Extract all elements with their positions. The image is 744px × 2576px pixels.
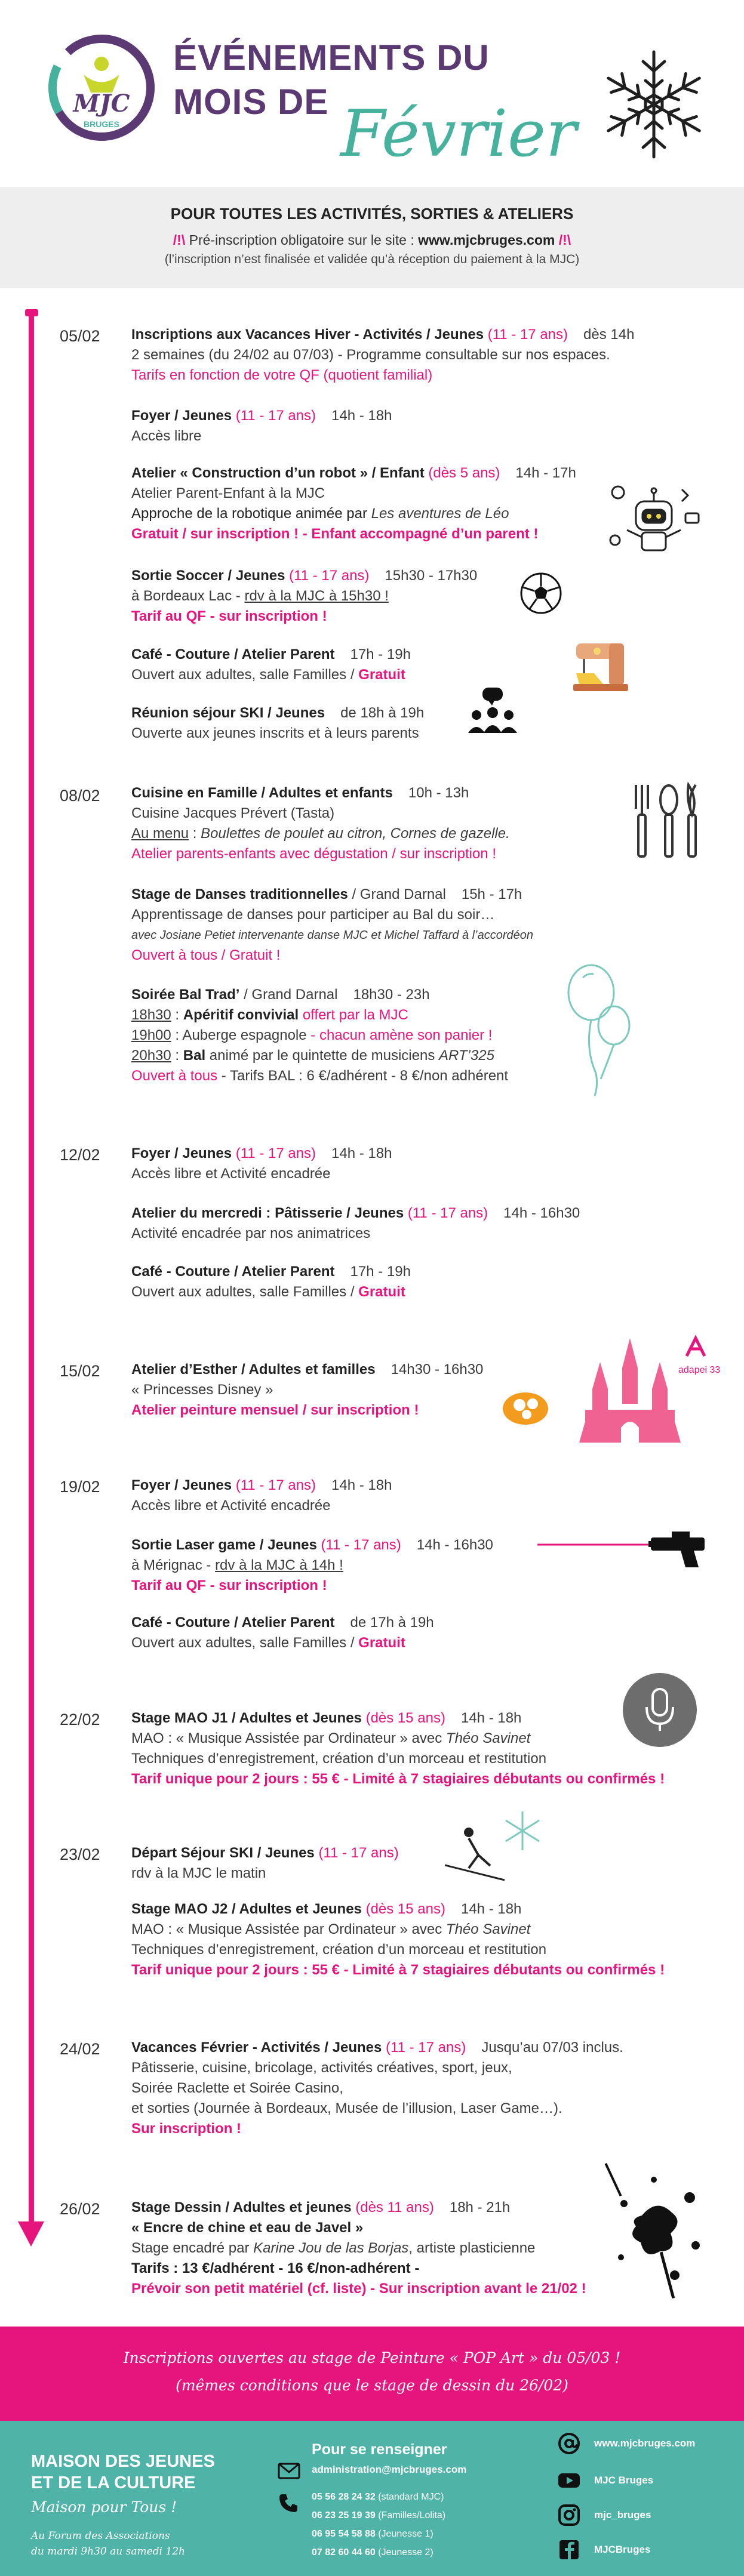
phone-icon	[278, 2492, 299, 2514]
band-preinscription-line	[0, 232, 744, 248]
event-age: (dès 11 ans)	[355, 2199, 434, 2216]
footer-slogan: Maison pour Tous !	[31, 2498, 177, 2516]
event-sep: :	[171, 1007, 183, 1023]
event-desc2: Soirée Raclette et Soirée Casino,	[131, 2080, 343, 2096]
event-desc: Atelier Parent-Enfant à la MJC	[131, 485, 325, 501]
event-age: (11 - 17 ans)	[321, 1537, 401, 1553]
title-line1: ÉVÉNEMENTS DU	[173, 38, 490, 78]
event-public: / Jeunes	[253, 1845, 319, 1861]
footer-website[interactable]: www.mjcbruges.com	[594, 2438, 696, 2449]
event-time: 14h - 18h	[331, 408, 392, 424]
instagram-icon	[557, 2503, 581, 2527]
date-1902: 19/02	[60, 1478, 100, 1496]
event-age: (dès 15 ans)	[365, 1901, 445, 1917]
event-stage-mao-j1	[131, 1708, 705, 1789]
date-2302: 23/02	[60, 1845, 100, 1863]
event-place: Cuisine Jacques Prévert (Tasta)	[131, 805, 335, 821]
event-public: / Jeunes	[320, 2039, 386, 2056]
event-age: (dès 15 ans)	[365, 1710, 445, 1726]
footer	[0, 2421, 744, 2576]
event-title: Cuisine en Famille	[131, 785, 257, 801]
date-2602: 26/02	[60, 2200, 100, 2218]
event-bal: Bal	[183, 1047, 206, 1064]
event-price: Tarif unique pour 2 jours : 55 € - Limité à 7 stagiaires débutants ou confirmés !	[131, 1962, 665, 1978]
event-auberge: : Auberge espagnole	[171, 1027, 307, 1043]
event-open: Ouvert à tous	[131, 1068, 218, 1084]
footer-name-line1: MAISON DES JEUNES	[31, 2452, 215, 2471]
date-0502: 05/02	[60, 327, 100, 345]
event-desc: Pâtisserie, cuisine, bricolage, activités créatives, sport, jeux,	[131, 2060, 512, 2076]
event-public: / Jeunes	[223, 568, 290, 584]
event-menu: Boulettes de poulet au citron, Cornes de gazelle.	[201, 825, 510, 842]
event-age: (11 - 17 ans)	[407, 1205, 488, 1221]
event-desc: Ouvert aux adultes, salle Familles /	[131, 1284, 359, 1300]
event-public: / Jeunes	[170, 1145, 236, 1161]
phone-4-label: (Jeunesse 2)	[375, 2547, 434, 2557]
event-animator: Théo Savinet	[445, 1730, 531, 1746]
event-age: (11 - 17 ans)	[386, 2039, 466, 2056]
event-rdv: rdv à la MJC à 14h !	[215, 1557, 343, 1573]
event-title: Café - Couture	[131, 1264, 230, 1280]
phone-3-label: (Jeunesse 1)	[375, 2529, 434, 2539]
mjc-logo	[42, 33, 161, 143]
event-rdv: rdv à la MJC à 15h30 !	[244, 588, 389, 604]
event-title: Sortie Laser game	[131, 1537, 256, 1553]
event-price: Ouvert à tous / Gratuit !	[131, 947, 281, 963]
event-desc2: Techniques d’enregistrement, création d’un morceau et restitution	[131, 1942, 547, 1958]
footer-address	[31, 2528, 185, 2559]
event-public: / Jeunes	[342, 1205, 408, 1221]
event-foyer-0502	[131, 406, 705, 446]
warning-icon-right: /!\	[558, 232, 571, 248]
event-auberge-note: - chacun amène son panier !	[306, 1027, 493, 1043]
event-title: Sortie Soccer	[131, 568, 224, 584]
header	[0, 0, 744, 179]
event-aperitif-note: offert par la MJC	[299, 1007, 408, 1023]
event-desc: Accès libre et Activité encadrée	[131, 1166, 331, 1182]
phone-4-number: 07 82 60 44 60	[312, 2547, 376, 2557]
event-desc: rdv à la MJC le matin	[131, 1865, 266, 1881]
footer-youtube[interactable]: MJC Bruges	[594, 2475, 654, 2486]
registration-info-band	[0, 187, 744, 288]
event-time: 14h - 18h	[331, 1145, 392, 1161]
event-desc: 2 semaines (du 24/02 au 07/03) - Programme consultable sur nos espaces.	[131, 347, 610, 363]
logo-subtext: BRUGES	[84, 119, 119, 129]
event-band-name: ART’325	[439, 1047, 494, 1064]
event-desc: Ouverte aux jeunes inscrits et à leurs parents	[131, 725, 419, 741]
event-desc: « Princesses Disney »	[131, 1382, 273, 1398]
event-time: 14h - 18h	[460, 1710, 522, 1726]
event-age: (11 - 17 ans)	[487, 326, 568, 343]
event-price: - Tarifs BAL : 6 €/adhérent - 8 €/non adhérent	[217, 1068, 509, 1084]
event-desc2: Techniques d’enregistrement, création d’un morceau et restitution	[131, 1751, 547, 1767]
event-time: 15h30 - 17h30	[385, 568, 478, 584]
event-bal-desc: animé par le quintette de musiciens	[205, 1047, 439, 1064]
event-stage-danses	[131, 885, 705, 966]
balloons-icon	[561, 960, 633, 1097]
event-age: (11 - 17 ans)	[235, 1145, 316, 1161]
footer-email[interactable]: administration@mjcbruges.com	[312, 2464, 467, 2475]
event-public: / Jeunes	[170, 408, 236, 424]
event-age: (11 - 17 ans)	[235, 1477, 316, 1493]
event-time-1: 18h30	[131, 1007, 171, 1023]
event-aperitif: Apéritif convivial	[183, 1007, 299, 1023]
warning-icon-left: /!\	[173, 232, 186, 248]
event-time: 17h - 19h	[350, 1264, 411, 1280]
footer-addr-line1: Au Forum des Associations	[31, 2530, 170, 2542]
phone-2-label: (Familles/Lolita)	[375, 2510, 446, 2520]
event-time: 14h - 18h	[460, 1901, 522, 1917]
event-title: Stage de Danses traditionnelles	[131, 886, 348, 902]
phone-2-number: 06 23 25 19 39	[312, 2510, 376, 2520]
event-desc: Accès libre et Activité encadrée	[131, 1497, 331, 1514]
event-public: / Atelier Parent	[230, 1614, 335, 1631]
date-1502: 15/02	[60, 1362, 100, 1380]
event-cafe-couture-1202	[131, 1262, 705, 1302]
laser-gun-icon	[537, 1527, 714, 1569]
event-time: de 18h à 19h	[340, 705, 425, 721]
event-title: Atelier « Construction d’un robot »	[131, 465, 368, 481]
castle-icon	[573, 1332, 687, 1446]
event-animator: Théo Savinet	[445, 1921, 531, 1937]
event-inscriptions-vacances	[131, 325, 705, 386]
event-sep: :	[171, 1047, 183, 1064]
date-1202: 12/02	[60, 1146, 100, 1164]
event-price: Gratuit	[358, 667, 405, 683]
event-public: / Jeunes	[422, 326, 488, 343]
kitchen-utensils-icon	[624, 779, 708, 862]
event-price: Gratuit	[358, 1284, 405, 1300]
event-price: Atelier parents-enfants avec dégustation / sur inscription !	[131, 846, 496, 862]
event-time: 15h - 17h	[461, 886, 522, 902]
event-title: Café - Couture	[131, 646, 230, 663]
adapei-text: adapei 33	[678, 1365, 721, 1375]
event-title: Café - Couture	[131, 1614, 230, 1631]
event-title: Départ Séjour SKI	[131, 1845, 254, 1861]
footer-phones	[312, 2488, 445, 2562]
phone-3-number: 06 95 54 58 88	[312, 2529, 376, 2539]
phone-1-number: 05 56 28 24 32	[312, 2492, 376, 2502]
event-title: Atelier d’Esther	[131, 1361, 238, 1378]
event-stage-mao-j2	[131, 1899, 705, 1980]
event-foyer-1202	[131, 1144, 705, 1184]
month-title: Février	[340, 97, 577, 171]
event-desc: Stage encadré par	[131, 2240, 254, 2256]
timeline-arrow-icon	[18, 2221, 44, 2247]
envelope-icon	[278, 2463, 300, 2479]
event-desc: Ouvert aux adultes, salle Familles /	[131, 1635, 359, 1651]
event-public: / Jeunes	[170, 1477, 236, 1493]
event-public: / Adultes et familles	[237, 1361, 376, 1378]
event-age: (11 - 17 ans)	[235, 408, 316, 424]
pop-art-banner	[0, 2327, 744, 2421]
event-time: 14h - 18h	[331, 1477, 392, 1493]
footer-info-title: Pour se renseigner	[312, 2441, 447, 2458]
phone-1-label: (standard MJC)	[375, 2492, 444, 2502]
footer-org-name	[31, 2451, 215, 2494]
event-time: Jusqu’au 07/03 inclus.	[481, 2039, 623, 2056]
event-place: à Mérignac -	[131, 1557, 216, 1573]
footer-instagram[interactable]: mjc_bruges	[594, 2509, 651, 2520]
event-public: / Adultes et jeunes	[221, 2199, 356, 2216]
event-time: 14h - 17h	[515, 465, 576, 481]
event-place: / Grand Darnal	[348, 886, 446, 902]
logo-text: MJC	[73, 90, 130, 118]
event-time: 18h30 - 23h	[353, 987, 430, 1003]
event-public: / Adultes et Jeunes	[227, 1710, 366, 1726]
event-vacances-fevrier	[131, 2038, 705, 2139]
sewing-machine-icon	[567, 631, 633, 697]
date-0802: 08/02	[60, 787, 100, 805]
event-title: Réunion séjour SKI	[131, 705, 264, 721]
band-line-text: Pré-inscription obligatoire sur le site :	[189, 232, 414, 248]
event-animators: avec Josiane Petiet intervenante danse MJC et Michel Taffard à l’accordéon	[131, 929, 533, 942]
footer-name-line2: ET DE LA CULTURE	[31, 2473, 196, 2492]
band-note: (l’inscription n’est finalisée et validée qu’à réception du paiement à la MJC)	[164, 252, 580, 266]
event-price: Tarifs : 13 €/adhérent - 16 €/non-adhérent -	[131, 2260, 420, 2276]
event-atelier-patisserie	[131, 1203, 705, 1244]
event-time-3: 20h30	[131, 1047, 171, 1064]
esther-logo	[502, 1391, 549, 1426]
phone-4[interactable]	[312, 2543, 445, 2562]
event-menu-sep: :	[189, 825, 201, 842]
at-sign-icon	[557, 2432, 581, 2455]
banner-line2: (mêmes conditions que le stage de dessin du 26/02)	[176, 2377, 568, 2394]
event-title: Soirée Bal Trad’	[131, 987, 240, 1003]
event-time: dès 14h	[583, 326, 635, 343]
adapei-logo	[678, 1332, 721, 1376]
event-public: / Jeunes	[263, 705, 325, 721]
event-desc: Ouvert aux adultes, salle Familles /	[131, 667, 359, 683]
event-cafe-couture-1902	[131, 1613, 705, 1653]
phone-3[interactable]	[312, 2525, 445, 2543]
event-title: Atelier du mercredi : Pâtisserie	[131, 1205, 343, 1221]
event-animator: Les aventures de Léo	[371, 506, 509, 522]
title-line2: MOIS DE	[173, 82, 329, 122]
event-time: 14h - 16h30	[503, 1205, 580, 1221]
event-desc: Accès libre	[131, 428, 202, 444]
event-desc: Apprentissage de danses pour participer au Bal du soir…	[131, 907, 495, 923]
event-title: Vacances Février - Activités	[131, 2039, 321, 2056]
event-depart-ski	[131, 1843, 705, 1884]
event-time: 14h30 - 16h30	[391, 1361, 484, 1378]
event-time: 10h - 13h	[408, 785, 469, 801]
event-animator-role: , artiste plasticienne	[408, 2240, 536, 2256]
microphone-icon	[621, 1671, 699, 1749]
event-foyer-1902	[131, 1475, 705, 1516]
event-cuisine-famille	[131, 783, 705, 864]
event-public: / Adultes et Jeunes	[227, 1901, 366, 1917]
event-title: Foyer	[131, 408, 171, 424]
event-price: Tarif au QF - sur inscription !	[131, 1577, 327, 1594]
event-age: (11 - 17 ans)	[318, 1845, 399, 1861]
event-desc2: Approche de la robotique animée par	[131, 506, 371, 522]
footer-addr-line2: du mardi 9h30 au samedi 12h	[31, 2546, 185, 2557]
event-animator: Karine Jou de las Borjas	[253, 2240, 409, 2256]
event-time: 14h - 16h30	[416, 1537, 493, 1553]
date-2202: 22/02	[60, 1711, 100, 1728]
event-public: / Enfant	[368, 465, 429, 481]
band-title: POUR TOUTES LES ACTIVITÉS, SORTIES & ATELIERS	[170, 205, 574, 223]
event-note: Prévoir son petit matériel (cf. liste) - Sur inscription avant le 21/02 !	[131, 2281, 586, 2297]
phone-1[interactable]	[312, 2488, 445, 2506]
ink-splatter-icon	[600, 2156, 714, 2305]
event-sortie-soccer	[131, 566, 705, 627]
banner-line1: Inscriptions ouvertes au stage de Peinture « POP Art » du 05/03 !	[123, 2349, 621, 2367]
event-title: Stage MAO J2	[131, 1901, 228, 1917]
youtube-icon	[557, 2469, 581, 2492]
event-public: / Adultes et enfants	[257, 785, 393, 801]
event-title: Foyer	[131, 1477, 171, 1493]
event-public: / Atelier Parent	[230, 1264, 335, 1280]
event-price: Gratuit / sur inscription ! - Enfant accompagné d’un parent !	[131, 526, 539, 542]
event-price: Gratuit	[358, 1635, 405, 1651]
event-public: / Atelier Parent	[230, 646, 335, 663]
event-desc: Activité encadrée par nos animatrices	[131, 1225, 371, 1241]
facebook-icon	[557, 2538, 581, 2562]
event-place: / Grand Darnal	[239, 987, 338, 1003]
event-price: Sur inscription !	[131, 2121, 242, 2137]
event-title: Foyer	[131, 1145, 171, 1161]
event-title: Stage MAO J1	[131, 1710, 228, 1726]
event-menu-label: Au menu	[131, 825, 189, 842]
event-desc: MAO : « Musique Assistée par Ordinateur » avec	[131, 1921, 446, 1937]
robot-icon	[603, 477, 705, 567]
event-desc: MAO : « Musique Assistée par Ordinateur » avec	[131, 1730, 446, 1746]
event-time: 18h - 21h	[449, 2199, 511, 2216]
event-price: Tarifs en fonction de votre QF (quotient familial)	[131, 367, 433, 383]
adapei-icon	[681, 1332, 711, 1362]
timeline-line	[29, 315, 34, 2225]
event-time-2: 19h00	[131, 1027, 171, 1043]
event-age: (11 - 17 ans)	[289, 568, 370, 584]
site-link[interactable]: www.mjcbruges.com	[418, 232, 555, 248]
snowflake-icon	[594, 45, 714, 164]
meeting-people-icon	[466, 686, 519, 734]
footer-facebook[interactable]: MJCBruges	[594, 2544, 651, 2555]
event-price: Tarif unique pour 2 jours : 55 € - Limité à 7 stagiaires débutants ou confirmés !	[131, 1771, 665, 1787]
event-public: / Jeunes	[256, 1537, 321, 1553]
event-title: Inscriptions aux Vacances Hiver - Activités	[131, 326, 423, 343]
event-price: Atelier peinture mensuel / sur inscription !	[131, 1402, 419, 1418]
event-place: à Bordeaux Lac -	[131, 588, 245, 604]
date-2402: 24/02	[60, 2040, 100, 2058]
event-desc3: et sorties (Journée à Bordeaux, Musée de l’illusion, Laser Game…).	[131, 2100, 562, 2116]
event-title: Stage Dessin	[131, 2199, 222, 2216]
event-age: (dès 5 ans)	[428, 465, 500, 481]
event-price: Tarif au QF - sur inscription !	[131, 608, 327, 624]
event-time: 17h - 19h	[350, 646, 411, 663]
soccer-ball-icon	[519, 572, 562, 615]
skier-icon	[445, 1808, 552, 1886]
event-time: de 17h à 19h	[350, 1614, 434, 1631]
phone-2[interactable]	[312, 2506, 445, 2525]
event-reunion-ski	[131, 703, 705, 744]
event-subtitle: « Encre de chine et eau de Javel »	[131, 2220, 364, 2236]
